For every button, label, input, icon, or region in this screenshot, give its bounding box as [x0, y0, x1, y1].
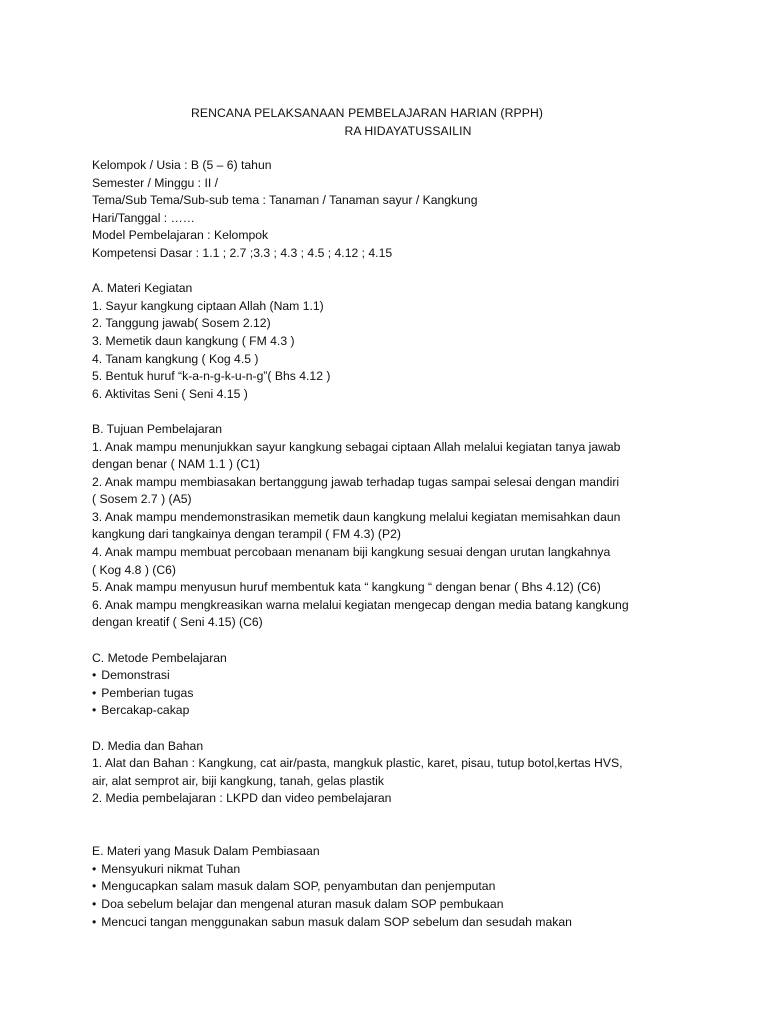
- section-d-heading: D. Media dan Bahan: [92, 738, 204, 753]
- paragraph-line: 1. Anak mampu menunjukkan sayur kangkung sebagai ciptaan Allah melalui kegiatan tanya jawab: [92, 439, 621, 454]
- header-info: [92, 157, 672, 263]
- list-item: 6. Aktivitas Seni ( Seni 4.15 ): [92, 386, 248, 401]
- section-b: [92, 421, 672, 632]
- paragraph-line: dengan kreatif ( Seni 4.15) (C6): [92, 615, 263, 630]
- info-learning-model: Model Pembelajaran : Kelompok: [92, 228, 269, 243]
- list-item: • Doa sebelum belajar dan mengenal aturan masuk dalam SOP pembukaan: [92, 896, 672, 914]
- list-item: • Mensyukuri nikmat Tuhan: [92, 861, 672, 879]
- list-item: • Demonstrasi: [92, 667, 672, 685]
- section-a: [92, 280, 672, 403]
- document-title: RENCANA PELAKSANAAN PEMBELAJARAN HARIAN (RPPH): [190, 106, 544, 120]
- document-body: [92, 157, 672, 931]
- section-e: [92, 843, 672, 931]
- paragraph-line: ( Sosem 2.7 ) (A5): [92, 492, 192, 507]
- paragraph-line: dengan benar ( NAM 1.1 ) (C1): [92, 457, 260, 472]
- section-e-heading: E. Materi yang Masuk Dalam Pembiasaan: [92, 844, 320, 859]
- paragraph-line: 1. Alat dan Bahan : Kangkung, cat air/pasta, mangkuk plastic, karet, pisau, tutup botol,kertas HVS,: [92, 756, 623, 771]
- list-item: 4. Tanam kangkung ( Kog 4.5 ): [92, 351, 259, 366]
- paragraph-line: air, alat semprot air, biji kangkung, tanah, gelas plastik: [92, 773, 384, 788]
- info-basic-competence: Kompetensi Dasar : 1.1 ; 2.7 ;3.3 ; 4.3 ; 4.5 ; 4.12 ; 4.15: [92, 245, 393, 260]
- school-name: RA HIDAYATUSSAILIN: [344, 124, 472, 138]
- paragraph-line: 2. Media pembelajaran : LKPD dan video pembelajaran: [92, 791, 392, 806]
- paragraph-line: 4. Anak mampu membuat percobaan menanam biji kangkung sesuai dengan urutan langkahnya: [92, 545, 611, 560]
- paragraph-line: 6. Anak mampu mengkreasikan warna melalui kegiatan mengecap dengan media batang kangkung: [92, 597, 629, 612]
- paragraph-line: 3. Anak mampu mendemonstrasikan memetik daun kangkung melalui kegiatan memisahkan daun: [92, 509, 621, 524]
- paragraph-line: kangkung dari tangkainya dengan terampil ( FM 4.3) (P2): [92, 527, 401, 542]
- list-item: 5. Bentuk huruf “k-a-n-g-k-u-n-g”( Bhs 4.12 ): [92, 369, 331, 384]
- section-a-heading: A. Materi Kegiatan: [92, 281, 193, 296]
- paragraph-line: 5. Anak mampu menyusun huruf membentuk kata “ kangkung “ dengan benar ( Bhs 4.12) (C6): [92, 580, 601, 595]
- list-item: • Bercakap-cakap: [92, 702, 672, 720]
- section-c: [92, 650, 672, 720]
- list-item: • Mencuci tangan menggunakan sabun masuk dalam SOP sebelum dan sesudah makan: [92, 914, 672, 932]
- paragraph-line: ( Kog 4.8 ) (C6): [92, 562, 176, 577]
- info-theme: Tema/Sub Tema/Sub-sub tema : Tanaman / Tanaman sayur / Kangkung: [92, 193, 478, 208]
- list-item: 3. Memetik daun kangkung ( FM 4.3 ): [92, 333, 295, 348]
- section-c-heading: C. Metode Pembelajaran: [92, 650, 227, 665]
- list-item: • Pemberian tugas: [92, 685, 672, 703]
- info-semester-week: Semester / Minggu : II /: [92, 175, 218, 190]
- info-day-date: Hari/Tanggal : ……: [92, 210, 195, 225]
- list-item: • Mengucapkan salam masuk dalam SOP, penyambutan dan penjemputan: [92, 878, 672, 896]
- list-item: 2. Tanggung jawab( Sosem 2.12): [92, 316, 271, 331]
- section-d: [92, 738, 672, 808]
- info-group-age: Kelompok / Usia : B (5 – 6) tahun: [92, 158, 272, 172]
- paragraph-line: 2. Anak mampu membiasakan bertanggung jawab terhadap tugas sampai selesai dengan mandiri: [92, 474, 620, 489]
- section-b-heading: B. Tujuan Pembelajaran: [92, 421, 223, 436]
- list-item: 1. Sayur kangkung ciptaan Allah (Nam 1.1): [92, 298, 324, 313]
